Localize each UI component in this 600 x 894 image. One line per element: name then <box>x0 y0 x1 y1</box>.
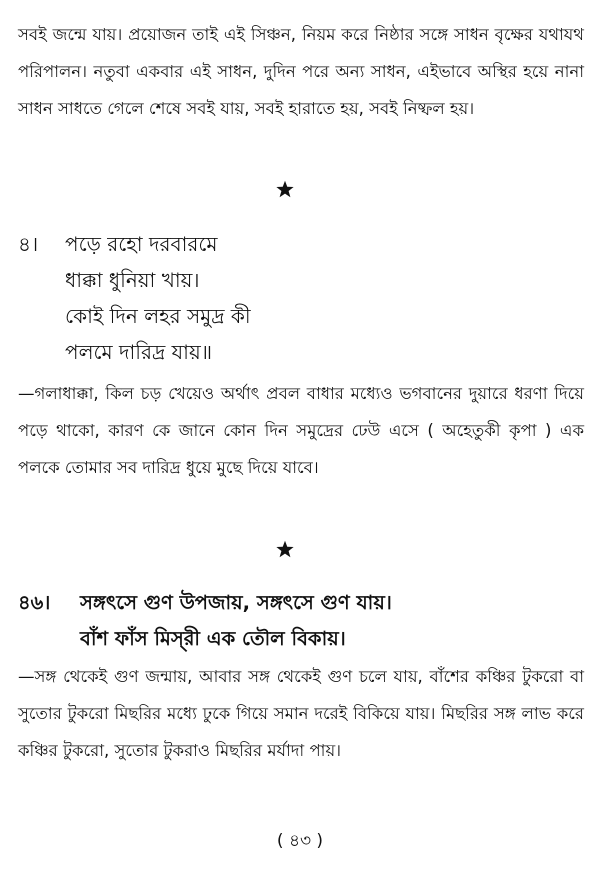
couplet-line-text: কোই দিন লহর সমুদ্র কী <box>65 304 251 328</box>
commentary-paragraph: —গলাধাক্কা, কিল চড় খেয়েও অর্থাৎ প্রবল বাধার মধ্যেও ভগবানের দুয়ারে ধরণা দিয়ে পড়ে থাকো, কারণ কে জানে কোন দিন সমুদ্রের ঢেউ এসে ( অহেতুকী কৃপা ) এক পলকে তোমার সব দারিদ্র ধুয়ে মুছে দিয়ে যাবে। <box>18 384 584 477</box>
couplet-block <box>18 585 584 657</box>
commentary-paragraph: সবই জন্মে যায়। প্রয়োজন তাই এই সিঞ্চন, নিয়ম করে নিষ্ঠার সঙ্গে সাধন বৃক্ষের যথাযথ পরিপালন। নতুবা একবার এই সাধন, দুদিন পরে অন্য সাধন, এইভাবে অস্থির হয়ে নানা সাধন সাধতে গেলে শেষে সবই যায়, সবই হারাতে হয়, সবই নিষ্ফল হয়। <box>18 25 584 118</box>
couplet-line-text: পলমে দারিদ্র যায়॥ <box>65 340 213 364</box>
couplet-line <box>18 226 584 262</box>
page-number: ( ৪৩ ) <box>276 831 324 851</box>
star-separator-icon <box>276 540 294 558</box>
couplet-line <box>18 298 584 334</box>
commentary-paragraph: —সঙ্গ থেকেই গুণ জন্মায়, আবার সঙ্গ থেকেই গুণ চলে যায়, বাঁশের কঞ্চির টুকরো বা সুতোর টুকরো মিছরির মধ্যে ঢুকে গিয়ে সমান দরেই বিকিয়ে যায়। মিছরির সঙ্গ লাভ করে কঞ্চির টুকরো, সুতোর টুকরাও মিছরির মর্যাদা পায়। <box>18 667 584 760</box>
couplet-line <box>18 621 584 657</box>
star-separator-icon <box>276 180 294 198</box>
couplet-line-text: বাঁশ ফাঁস মিস্‌রী এক তৌল বিকায়। <box>80 627 346 650</box>
couplet-block <box>18 226 584 370</box>
couplet-line <box>18 262 584 298</box>
star-icon <box>276 180 294 198</box>
couplet-line <box>18 334 584 370</box>
couplet-line-text: সঙ্গৎসে গুণ উপজায়, সঙ্গৎসে গুণ যায়। <box>80 591 392 614</box>
couplet-line-text: ধাক্কা ধুনিয়া খায়। <box>65 268 200 292</box>
couplet-number: ৪। <box>18 232 39 256</box>
couplet-line <box>18 585 584 621</box>
couplet-line-text: পড়ে রহো দরবারমে <box>65 232 218 256</box>
star-icon <box>276 540 294 558</box>
couplet-number: ৪৬। <box>18 591 51 614</box>
